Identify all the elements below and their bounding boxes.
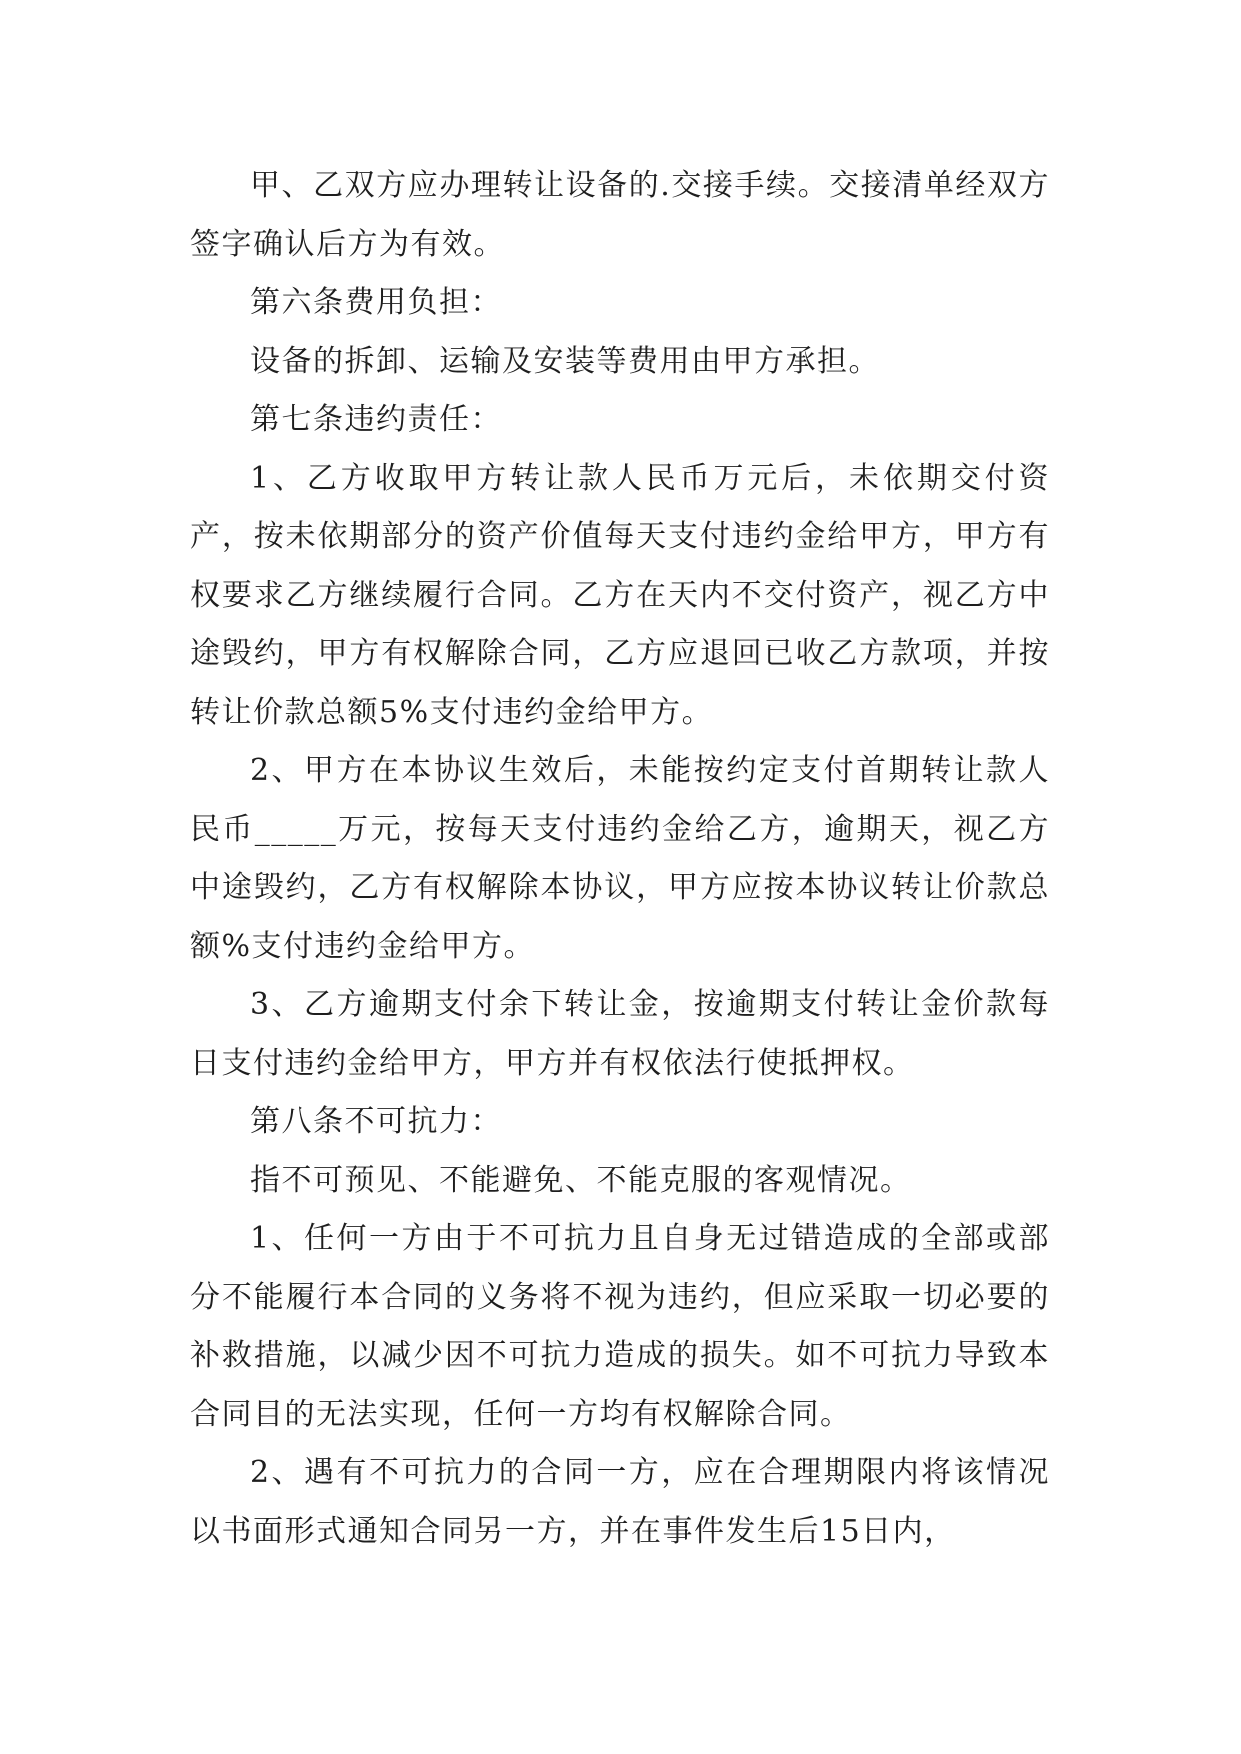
document-body (190, 157, 1050, 1561)
paragraph-liability-1: 1、乙方收取甲方转让款人民币万元后，未依期交付资产，按未依期部分的资产价值每天支付违约金给甲方，甲方有权要求乙方继续履行合同。乙方在天内不交付资产，视乙方中途毁约，甲方有权解除合同，乙方应退回已收乙方款项，并按转让价款总额5%支付违约金给甲方。 (190, 460, 1050, 730)
heading-article-7: 第七条违约责任： (250, 402, 502, 437)
heading-article-6: 第六条费用负担： (250, 285, 502, 320)
paragraph-force-majeure-definition: 指不可预见、不能避免、不能克服的客观情况。 (250, 1162, 912, 1198)
paragraph-force-majeure-1: 1、任何一方由于不可抗力且自身无过错造成的全部或部分不能履行本合同的义务将不视为违约，但应采取一切必要的补救措施，以减少因不可抗力造成的损失。如不可抗力导致本合同目的无法实现，任何一方均有权解除合同。 (190, 1221, 1050, 1432)
paragraph-costs: 设备的拆卸、运输及安装等费用由甲方承担。 (250, 343, 880, 379)
paragraph-handover: 甲、乙双方应办理转让设备的.交接手续。交接清单经双方签字确认后方为有效。 (190, 168, 1050, 262)
paragraph-liability-2: 2、甲方在本协议生效后，未能按约定支付首期转让款人民币_____万元，按每天支付违约金给乙方，逾期天，视乙方中途毁约，乙方有权解除本协议，甲方应按本协议转让价款总额%支付违约金给甲方。 (190, 753, 1050, 964)
paragraph-liability-3: 3、乙方逾期支付余下转让金，按逾期支付转让金价款每日支付违约金给甲方，甲方并有权依法行使抵押权。 (190, 987, 1050, 1081)
heading-article-8: 第八条不可抗力： (250, 1104, 502, 1139)
paragraph-force-majeure-2: 2、遇有不可抗力的合同一方，应在合理期限内将该情况以书面形式通知合同另一方，并在事件发生后15日内， (190, 1455, 1050, 1549)
